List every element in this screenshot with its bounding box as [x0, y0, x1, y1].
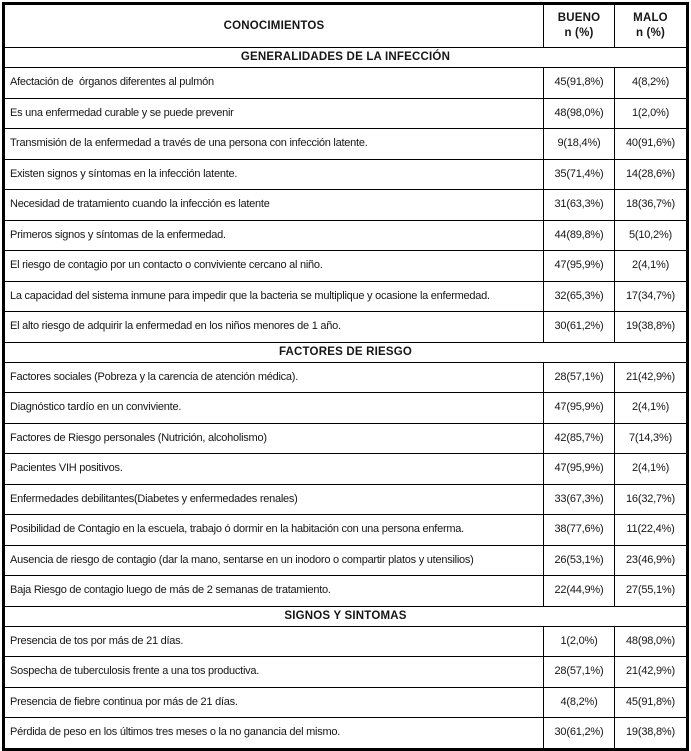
column-header-bueno-sub: n (%): [564, 27, 594, 39]
malo-value-cell: 16(32,7%): [615, 484, 688, 515]
table-body: [4, 48, 688, 750]
statement-cell: Diagnóstico tardío en un conviviente.: [4, 393, 544, 424]
section-header-row: [4, 342, 688, 362]
table-row: [4, 515, 688, 546]
bueno-value-cell: 28(57,1%): [544, 657, 615, 688]
bueno-value-cell: 32(65,3%): [544, 281, 615, 312]
bueno-value-cell: 47(95,9%): [544, 251, 615, 282]
bueno-value-cell: 1(2,0%): [544, 626, 615, 657]
bueno-value-cell: 30(61,2%): [544, 312, 615, 343]
column-header-conocimientos: CONOCIMIENTOS: [4, 4, 544, 48]
bueno-value-cell: 31(63,3%): [544, 190, 615, 221]
malo-value-cell: 23(46,9%): [615, 545, 688, 576]
table-row: [4, 423, 688, 454]
malo-value-cell: 48(98,0%): [615, 626, 688, 657]
statement-cell: Pacientes VIH positivos.: [4, 454, 544, 485]
column-header-bueno-label: BUENO: [557, 12, 601, 24]
bueno-value-cell: 9(18,4%): [544, 129, 615, 160]
bueno-value-cell: 48(98,0%): [544, 98, 615, 129]
malo-value-cell: 1(2,0%): [615, 98, 688, 129]
table-row: [4, 281, 688, 312]
bueno-value-cell: 33(67,3%): [544, 484, 615, 515]
statement-cell: Es una enfermedad curable y se puede prevenir: [4, 98, 544, 129]
malo-value-cell: 5(10,2%): [615, 220, 688, 251]
table-row: [4, 657, 688, 688]
statement-cell: Baja Riesgo de contagio luego de más de 2 semanas de tratamiento.: [4, 576, 544, 607]
statement-cell: Presencia de fiebre continua por más de 21 días.: [4, 687, 544, 718]
malo-value-cell: 4(8,2%): [615, 68, 688, 99]
statement-cell: Transmisión de la enfermedad a través de una persona con infección latente.: [4, 129, 544, 160]
bueno-value-cell: 45(91,8%): [544, 68, 615, 99]
section-title: GENERALIDADES DE LA INFECCIÓN: [4, 48, 688, 68]
section-header-row: [4, 606, 688, 626]
bueno-value-cell: 38(77,6%): [544, 515, 615, 546]
bueno-value-cell: 26(53,1%): [544, 545, 615, 576]
statement-cell: El riesgo de contagio por un contacto o conviviente cercano al niño.: [4, 251, 544, 282]
section-title: SIGNOS Y SINTOMAS: [4, 606, 688, 626]
statement-cell: Sospecha de tuberculosis frente a una tos productiva.: [4, 657, 544, 688]
bueno-value-cell: 47(95,9%): [544, 393, 615, 424]
malo-value-cell: 2(4,1%): [615, 393, 688, 424]
bueno-value-cell: 42(85,7%): [544, 423, 615, 454]
statement-cell: Factores de Riesgo personales (Nutrición, alcoholismo): [4, 423, 544, 454]
bueno-value-cell: 4(8,2%): [544, 687, 615, 718]
column-header-malo-sub: n (%): [635, 27, 666, 39]
table-row: [4, 362, 688, 393]
malo-value-cell: 14(28,6%): [615, 159, 688, 190]
malo-value-cell: 21(42,9%): [615, 362, 688, 393]
statement-cell: Necesidad de tratamiento cuando la infección es latente: [4, 190, 544, 221]
table-row: [4, 545, 688, 576]
table-row: [4, 159, 688, 190]
statement-cell: Ausencia de riesgo de contagio (dar la mano, sentarse en un inodoro o compartir platos y utensilios): [4, 545, 544, 576]
table-row: [4, 220, 688, 251]
statement-cell: Posibilidad de Contagio en la escuela, trabajo ó dormir en la habitación con una persona enferma.: [4, 515, 544, 546]
table-row: [4, 312, 688, 343]
knowledge-results-table: [2, 2, 689, 751]
statement-cell: Factores sociales (Pobreza y la carencia de atención médica).: [4, 362, 544, 393]
malo-value-cell: 11(22,4%): [615, 515, 688, 546]
table-row: [4, 576, 688, 607]
column-header-malo-label: MALO: [633, 12, 668, 24]
malo-value-cell: 2(4,1%): [615, 251, 688, 282]
malo-value-cell: 21(42,9%): [615, 657, 688, 688]
table-row: [4, 718, 688, 750]
statement-cell: El alto riesgo de adquirir la enfermedad en los niños menores de 1 año.: [4, 312, 544, 343]
malo-value-cell: 27(55,1%): [615, 576, 688, 607]
section-header-row: [4, 48, 688, 68]
statement-cell: Primeros signos y síntomas de la enfermedad.: [4, 220, 544, 251]
statement-cell: La capacidad del sistema inmune para impedir que la bacteria se multiplique y ocasione la enfermedad.: [4, 281, 544, 312]
bueno-value-cell: 28(57,1%): [544, 362, 615, 393]
bueno-value-cell: 47(95,9%): [544, 454, 615, 485]
malo-value-cell: 45(91,8%): [615, 687, 688, 718]
bueno-value-cell: 22(44,9%): [544, 576, 615, 607]
malo-value-cell: 40(91,6%): [615, 129, 688, 160]
malo-value-cell: 2(4,1%): [615, 454, 688, 485]
bueno-value-cell: 44(89,8%): [544, 220, 615, 251]
table-row: [4, 68, 688, 99]
column-header-bueno: [544, 4, 615, 48]
table-row: [4, 454, 688, 485]
table-row: [4, 626, 688, 657]
table-row: [4, 393, 688, 424]
malo-value-cell: 19(38,8%): [615, 718, 688, 750]
table-row: [4, 98, 688, 129]
column-header-malo: [615, 4, 688, 48]
statement-cell: Presencia de tos por más de 21 días.: [4, 626, 544, 657]
malo-value-cell: 7(14,3%): [615, 423, 688, 454]
table-row: [4, 190, 688, 221]
statement-cell: Enfermedades debilitantes(Diabetes y enfermedades renales): [4, 484, 544, 515]
statement-cell: Afectación de órganos diferentes al pulmón: [4, 68, 544, 99]
table-row: [4, 687, 688, 718]
malo-value-cell: 17(34,7%): [615, 281, 688, 312]
bueno-value-cell: 30(61,2%): [544, 718, 615, 750]
malo-value-cell: 19(38,8%): [615, 312, 688, 343]
table-row: [4, 129, 688, 160]
table-row: [4, 484, 688, 515]
malo-value-cell: 18(36,7%): [615, 190, 688, 221]
header-row: [4, 4, 688, 48]
statement-cell: Pérdida de peso en los últimos tres meses o la no ganancia del mismo.: [4, 718, 544, 750]
section-title: FACTORES DE RIESGO: [4, 342, 688, 362]
table-row: [4, 251, 688, 282]
statement-cell: Existen signos y síntomas en la infección latente.: [4, 159, 544, 190]
bueno-value-cell: 35(71,4%): [544, 159, 615, 190]
